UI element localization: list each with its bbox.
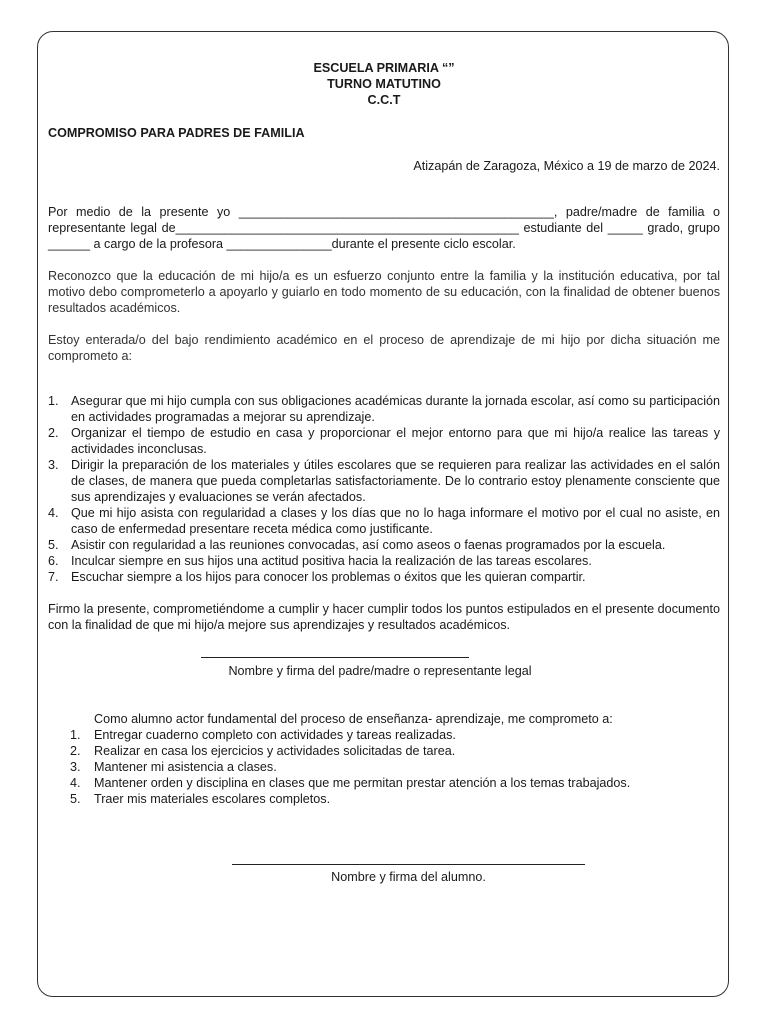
closing-paragraph: Firmo la presente, comprometiéndome a cumplir y hacer cumplir todos los puntos estipulados en el presente documento con la finalidad de que mi hijo/a mejore sus aprendizajes y resultados académicos. bbox=[48, 602, 720, 632]
list-item-text: Asegurar que mi hijo cumpla con sus obligaciones académicas durante la jornada escolar, así como su participación en actividades programadas a mejorar su aprendizaje. bbox=[71, 394, 720, 424]
school-cct: C.C.T bbox=[367, 93, 401, 107]
intro-paragraph: Por medio de la presente yo _____________________________________________, padre/madre de familia o representante legal de_________________________________________________ estudiante del _____ grado, grupo ______ a cargo de la profesora _______________durante el presente ciclo escolar. bbox=[48, 205, 720, 251]
list-item-text: Escuchar siempre a los hijos para conocer los problemas o éxitos que les quieran compartir. bbox=[71, 570, 586, 584]
parent-commitments-list bbox=[48, 393, 720, 585]
document-title: COMPROMISO PARA PADRES DE FAMILIA bbox=[48, 126, 305, 140]
list-item bbox=[48, 553, 720, 569]
list-item-text: Mantener orden y disciplina en clases que me permitan prestar atención a los temas trabajados. bbox=[94, 776, 631, 790]
document-header bbox=[48, 60, 720, 108]
list-item-number: 1. bbox=[48, 394, 59, 408]
list-item-text: Mantener mi asistencia a clases. bbox=[94, 760, 277, 774]
parent-signature-label: Nombre y firma del padre/madre o representante legal bbox=[228, 664, 532, 678]
student-commitments-list bbox=[48, 727, 720, 807]
list-item-text: Traer mis materiales escolares completos. bbox=[94, 792, 331, 806]
list-item-number: 5. bbox=[70, 792, 81, 806]
paragraph-responsibility: Reconozco que la educación de mi hijo/a es un esfuerzo conjunto entre la familia y la institución educativa, por tal motivo debo comprometerlo a apoyarlo y guiarlo en todo momento de su educación, con la finalidad de obtener buenos resultados académicos. bbox=[48, 269, 720, 315]
list-item-text: Dirigir la preparación de los materiales y útiles escolares que se requieren para realizar las actividades en el salón de clases, de manera que pueda completarlas satisfactoriamente. De lo contrario estoy plenamente consciente que sus aprendizajes y evaluaciones se verán afectados. bbox=[71, 458, 720, 504]
list-item-number: 2. bbox=[70, 744, 81, 758]
list-item-number: 7. bbox=[48, 570, 59, 584]
student-signature-label: Nombre y firma del alumno. bbox=[331, 870, 486, 884]
list-item-number: 3. bbox=[70, 760, 81, 774]
list-item-text: Asistir con regularidad a las reuniones convocadas, así como aseos o faenas programados por la escuela. bbox=[71, 538, 666, 552]
list-item bbox=[48, 791, 720, 807]
list-item-text: Que mi hijo asista con regularidad a clases y los días que no lo haga informare el motivo por el cual no asiste, en caso de enfermedad presentare receta médica como justificante. bbox=[71, 506, 720, 536]
list-item-number: 3. bbox=[48, 458, 59, 472]
list-item-number: 5. bbox=[48, 538, 59, 552]
list-item bbox=[48, 727, 720, 743]
school-name: ESCUELA PRIMARIA “” bbox=[313, 61, 455, 75]
list-item bbox=[48, 505, 720, 537]
list-item bbox=[48, 743, 720, 759]
list-item-text: Organizar el tiempo de estudio en casa y proporcionar el mejor entorno para que mi hijo/a realice las tareas y actividades inconclusas. bbox=[71, 426, 720, 456]
list-item-text: Inculcar siempre en sus hijos una actitud positiva hacia la realización de las tareas escolares. bbox=[71, 554, 592, 568]
parent-signature-line bbox=[201, 657, 469, 658]
paragraph-low-performance: Estoy enterada/o del bajo rendimiento académico en el proceso de aprendizaje de mi hijo por dicha situación me comprometo a: bbox=[48, 333, 720, 363]
list-item-number: 2. bbox=[48, 426, 59, 440]
document-content bbox=[48, 60, 720, 885]
document-page bbox=[37, 31, 729, 997]
list-item-number: 4. bbox=[70, 776, 81, 790]
school-shift: TURNO MATUTINO bbox=[327, 77, 441, 91]
list-item bbox=[48, 425, 720, 457]
list-item bbox=[48, 569, 720, 585]
list-item bbox=[48, 775, 720, 791]
student-signature-line bbox=[232, 864, 585, 865]
list-item bbox=[48, 759, 720, 775]
list-item-text: Realizar en casa los ejercicios y actividades solicitadas de tarea. bbox=[94, 744, 456, 758]
list-item bbox=[48, 393, 720, 425]
list-item bbox=[48, 457, 720, 505]
student-intro: Como alumno actor fundamental del proceso de enseñanza- aprendizaje, me comprometo a: bbox=[94, 712, 613, 726]
list-item-number: 4. bbox=[48, 506, 59, 520]
list-item-number: 1. bbox=[70, 728, 81, 742]
list-item-text: Entregar cuaderno completo con actividades y tareas realizadas. bbox=[94, 728, 456, 742]
date-line: Atizapán de Zaragoza, México a 19 de marzo de 2024. bbox=[413, 159, 720, 173]
list-item bbox=[48, 537, 720, 553]
list-item-number: 6. bbox=[48, 554, 59, 568]
